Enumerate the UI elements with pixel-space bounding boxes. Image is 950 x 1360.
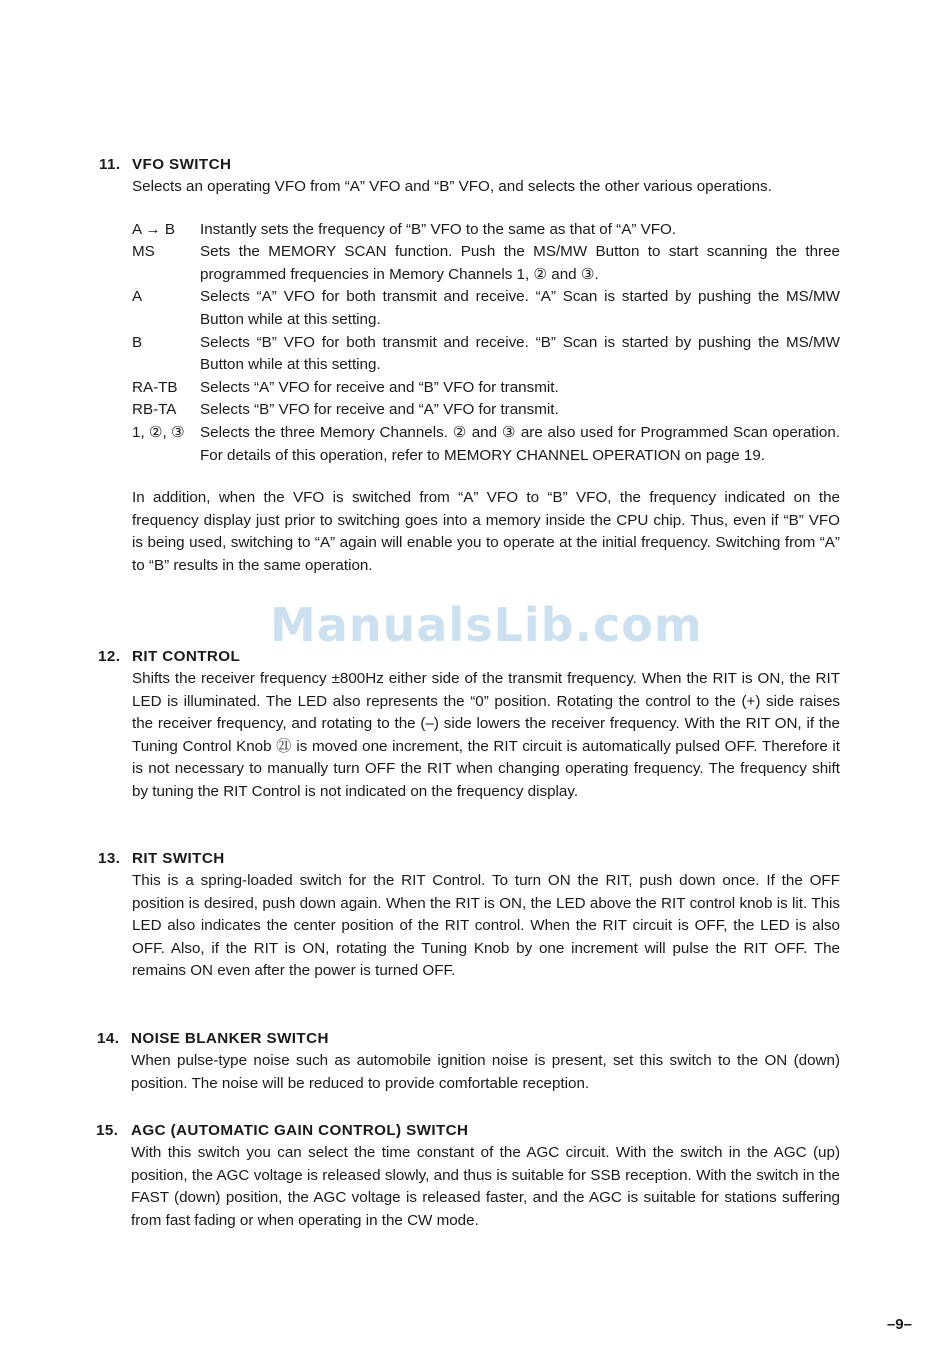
section-title: VFO SWITCH xyxy=(132,156,232,173)
section-heading xyxy=(0,154,950,176)
section-number: 12. xyxy=(98,648,121,665)
section-heading xyxy=(0,1028,950,1050)
section-title: RIT SWITCH xyxy=(132,850,225,867)
section-number: 14. xyxy=(97,1030,120,1047)
section-number: 13. xyxy=(98,850,121,867)
definition-key: A xyxy=(132,288,143,306)
section-vfo-switch xyxy=(0,154,950,578)
definition-text: Selects “B” VFO for receive and “A” VFO for transmit. xyxy=(200,401,559,419)
section-body: Shifts the receiver frequency ±800Hz either side of the transmit frequency. When the RIT is ON, the RIT LED is illuminated. The LED also represents the “0” position. Rotating the control to the (+) side raises the receiver frequency, and rotating to the (–) side lowers the receiver frequency. With the RIT ON, if the Tuning Control Knob ㉑ is moved one increment, the RIT circuit is automatically pulsed OFF. Therefore it is not necessary to manually turn OFF the RIT when changing operating frequency. The frequency shift by tuning the RIT Control is not indicated on the frequency display. xyxy=(132,670,840,800)
section-rit-switch xyxy=(0,848,950,983)
section-paragraph: In addition, when the VFO is switched from “A” VFO to “B” VFO, the frequency indicated on the frequency display just prior to switching goes into a memory inside the CPU chip. Thus, even if “B” VFO is being used, switching to “A” again will enable you to operate at the initial frequency. Switching from “A” to “B” results in the same operation. xyxy=(132,489,840,574)
page-number: –9– xyxy=(886,1316,912,1333)
section-number: 15. xyxy=(96,1122,119,1139)
definition-text: Selects the three Memory Channels. ② and ③ are also used for Programmed Scan operation. For details of this operation, refer to MEMORY CHANNEL OPERATION on page 19. xyxy=(200,423,840,464)
section-body: When pulse-type noise such as automobile ignition noise is present, set this switch to the ON (down) position. The noise will be reduced to provide comfortable reception. xyxy=(131,1052,840,1092)
definition-row xyxy=(132,399,840,422)
section-heading xyxy=(0,848,950,870)
definition-row xyxy=(132,332,840,377)
definition-row xyxy=(132,241,840,286)
definition-row xyxy=(132,286,840,331)
section-title: NOISE BLANKER SWITCH xyxy=(131,1030,329,1047)
definition-row xyxy=(132,219,840,242)
section-intro: Selects an operating VFO from “A” VFO and “B” VFO, and selects the other various operations. xyxy=(132,178,772,195)
definition-text: Sets the MEMORY SCAN function. Push the MS/MW Button to start scanning the three programmed frequencies in Memory Channels 1, ② and ③. xyxy=(200,243,840,283)
section-title: RIT CONTROL xyxy=(132,648,241,665)
section-number: 11. xyxy=(99,156,121,173)
definition-key: B xyxy=(132,333,143,351)
section-body: With this switch you can select the time constant of the AGC circuit. With the switch in the AGC (up) position, the AGC voltage is released slowly, and thus is suitable for SSB reception. With the switch in the FAST (down) position, the AGC voltage is released faster, and the AGC is suitable for stations suffering from fast fading or when operating in the CW mode. xyxy=(131,1144,840,1229)
definition-text: Instantly sets the frequency of “B” VFO to the same as that of “A” VFO. xyxy=(200,220,677,238)
definition-key: RA-TB xyxy=(132,378,178,396)
section-rit-control xyxy=(0,646,950,804)
definition-key: MS xyxy=(132,243,155,261)
section-title: AGC (AUTOMATIC GAIN CONTROL) SWITCH xyxy=(131,1122,469,1139)
definition-key: A → B xyxy=(132,220,176,238)
section-body: This is a spring-loaded switch for the RIT Control. To turn ON the RIT, push down once. If the OFF position is desired, push down again. When the RIT is ON, the LED above the RIT control knob is lit. This LED also indicates the center position of the RIT control. When the RIT circuit is OFF, the LED is also OFF. Also, if the RIT is ON, rotating the Tuning Knob by one increment will pulse the RIT OFF. The remains ON even after the power is turned OFF. xyxy=(132,872,840,980)
section-agc-switch xyxy=(0,1120,950,1232)
definition-row xyxy=(132,377,840,400)
definition-text: Selects “B” VFO for both transmit and receive. “B” Scan is started by pushing the MS/MW Button while at this setting. xyxy=(200,333,840,374)
definition-list xyxy=(132,219,840,468)
watermark: ManualsLib.com xyxy=(270,598,703,652)
definition-text: Selects “A” VFO for both transmit and receive. “A” Scan is started by pushing the MS/MW Button while at this setting. xyxy=(200,288,840,328)
definition-text: Selects “A” VFO for receive and “B” VFO for transmit. xyxy=(200,378,559,396)
section-heading xyxy=(0,1120,950,1142)
definition-key: 1, ②, ③ xyxy=(132,423,185,441)
section-noise-blanker-switch xyxy=(0,1028,950,1095)
definition-key: RB-TA xyxy=(132,401,177,419)
definition-row xyxy=(132,422,840,467)
